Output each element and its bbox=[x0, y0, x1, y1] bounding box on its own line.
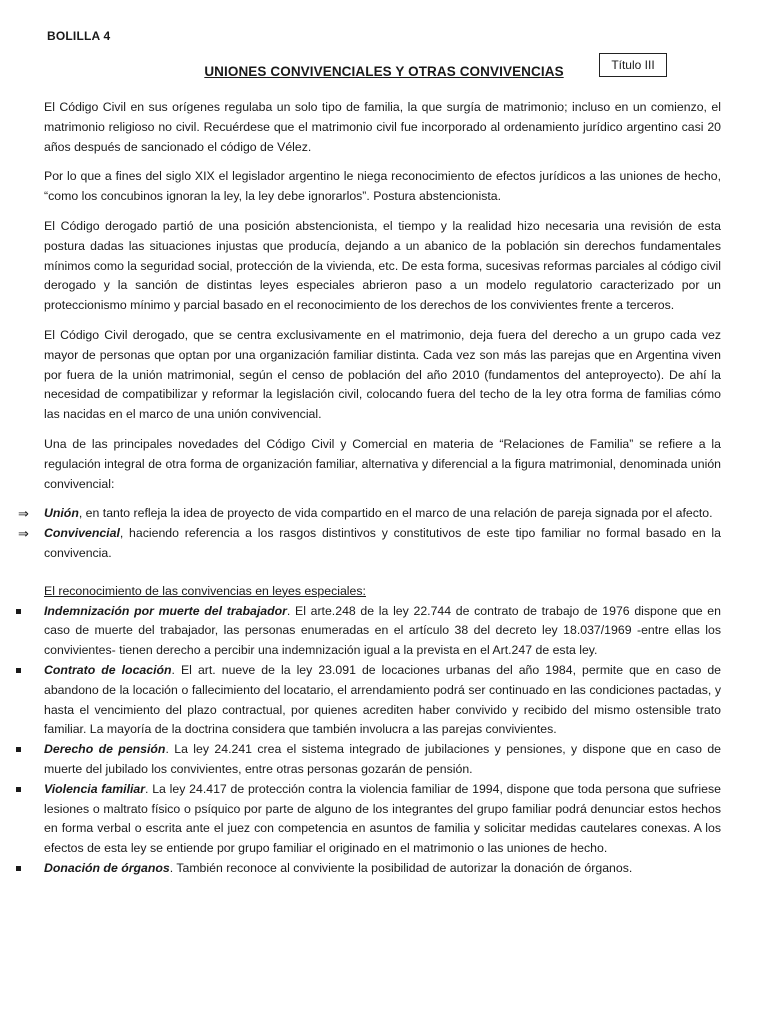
term-label: Convivencial bbox=[44, 526, 120, 541]
term-label: Indemnización por muerte del trabajador bbox=[44, 603, 287, 618]
square-bullet-icon bbox=[16, 668, 21, 673]
term-label: Violencia familiar bbox=[44, 781, 146, 796]
paragraph: El Código Civil derogado, que se centra exclusivamente en el matrimonio, deja fuera del derecho a un grupo cada vez mayor de personas que optan por una organización familiar distinta. Cada vez son más las parejas que en Argentina viven por fuera de la unión matrimonial, según el censo de población del año 2010 (fundamentos del anteproyecto). De ahí la necesidad de compatibilizar y reformar la legislación civil, colocando fuera del techo de la ley otra forma de familias cómo las nacidas en el marco de una unión convivencial. bbox=[44, 327, 721, 422]
section-heading: El reconocimiento de las convivencias en leyes especiales: bbox=[44, 583, 366, 598]
term-label: Unión bbox=[44, 506, 79, 521]
term-label: Derecho de pensión bbox=[44, 742, 166, 757]
term-description: . El arte.248 de la ley 22.744 de contrato de trabajo de 1976 dispone que en caso de muerte del trabajador, las personas enumeradas en el artículo 38 del decreto ley 18.037/1969 -entre ellas los convivientes- tienen derecho a percibir una indemnización igual a la prevista en el Art.247 de esta ley. bbox=[44, 603, 721, 658]
term-description: . El art. nueve de la ley 23.091 de locaciones urbanas del año 1984, permite que en caso de abandono de la locación o fallecimiento del locatario, el arrendamiento podrá ser continuado en las condiciones pactadas, y hasta el vencimiento del plazo contractual, por quienes acrediten haber convivido y recibido del mismo ostensible trato familiar. La mayoría de la doctrina considera que también involucra a las parejas convivientes. bbox=[44, 662, 722, 737]
square-bullet-icon bbox=[16, 747, 21, 752]
term-description: , haciendo referencia a los rasgos distintivos y constitutivos de este tipo familiar no formal basado en la convivencia. bbox=[44, 526, 721, 560]
arrow-list-item bbox=[18, 504, 721, 524]
term-description: . También reconoce al conviviente la posibilidad de autorizar la donación de órganos. bbox=[169, 860, 633, 875]
double-arrow-icon: ⇒ bbox=[18, 526, 29, 542]
square-bullet-icon bbox=[16, 866, 21, 871]
term-label: Contrato de locación bbox=[44, 662, 172, 677]
bullet-list-item bbox=[44, 740, 721, 780]
paragraph: Una de las principales novedades del Código Civil y Comercial en materia de “Relaciones de Familia” se refiere a la regulación integral de otra forma de organización familiar, alternativa y diferencial a la figura matrimonial, denominada unión convivencial: bbox=[44, 436, 721, 491]
term-label: Donación de órganos bbox=[44, 860, 170, 875]
bolilla-label: BOLILLA 4 bbox=[47, 29, 111, 43]
square-bullet-icon bbox=[16, 787, 21, 792]
arrow-list-item bbox=[18, 524, 721, 564]
paragraph: El Código Civil en sus orígenes regulaba un solo tipo de familia, la que surgía de matrimonio; incluso en un comienzo, el matrimonio religioso no civil. Recuérdese que el matrimonio civil fue incorporado al ordenamiento jurídico argentino casi 20 años después de sancionado el código de Vélez. bbox=[44, 100, 721, 154]
term-description: . La ley 24.241 crea el sistema integrado de jubilaciones y pensiones, y dispone que en caso de muerte del jubilado los convivientes, entre otras personas gozarán de pensión. bbox=[44, 742, 722, 776]
titulo-box: Título III bbox=[599, 53, 667, 77]
bullet-list-item bbox=[44, 780, 721, 859]
bullet-list-item bbox=[44, 602, 721, 661]
bullet-list-item bbox=[44, 859, 721, 879]
term-description: . La ley 24.417 de protección contra la violencia familiar de 1994, dispone que toda persona que sufriese lesiones o maltrato físico o psíquico por parte de alguno de los integrantes del grupo familiar podrá denunciar estos hechos en forma verbal o escrita ante el juez con competencia en asuntos de familia y solicitar medidas cautelares conexas. A los efectos de esta ley se entiende por grupo familiar el originado en el matrimonio o las uniones de hecho. bbox=[44, 781, 721, 856]
bullet-list-item bbox=[44, 661, 721, 740]
page-title: UNIONES CONVIVENCIALES Y OTRAS CONVIVENCIAS bbox=[204, 64, 564, 79]
term-description: , en tanto refleja la idea de proyecto de vida compartido en el marco de una relación de pareja signada por el afecto. bbox=[78, 506, 713, 521]
bullet-list bbox=[44, 602, 721, 879]
double-arrow-icon: ⇒ bbox=[18, 506, 29, 522]
square-bullet-icon bbox=[16, 609, 21, 614]
arrow-list bbox=[18, 504, 721, 563]
paragraph: Por lo que a fines del siglo XIX el legislador argentino le niega reconocimiento de efectos jurídicos a las uniones de hecho, “como los concubinos ignoran la ley, la ley debe ignorarlos”. Postura abstencionista. bbox=[44, 169, 721, 204]
document-body bbox=[18, 98, 722, 879]
paragraph: El Código derogado partió de una posición abstencionista, el tiempo y la realidad hizo necesaria una revisión de esta postura dadas las situaciones injustas que producía, dejando a un abanico de la población sin derechos fundamentales mínimos como la seguridad social, protección de la vivienda, etc. De esta forma, sucesivas reformas parciales al código civil derogado y la sanción de distintas leyes especiales abrieron paso a un modelo regulatorio caracterizado por un proteccionismo mínimo y parcial basado en el reconocimiento de los derechos de los convivientes frente a terceros. bbox=[44, 218, 721, 313]
